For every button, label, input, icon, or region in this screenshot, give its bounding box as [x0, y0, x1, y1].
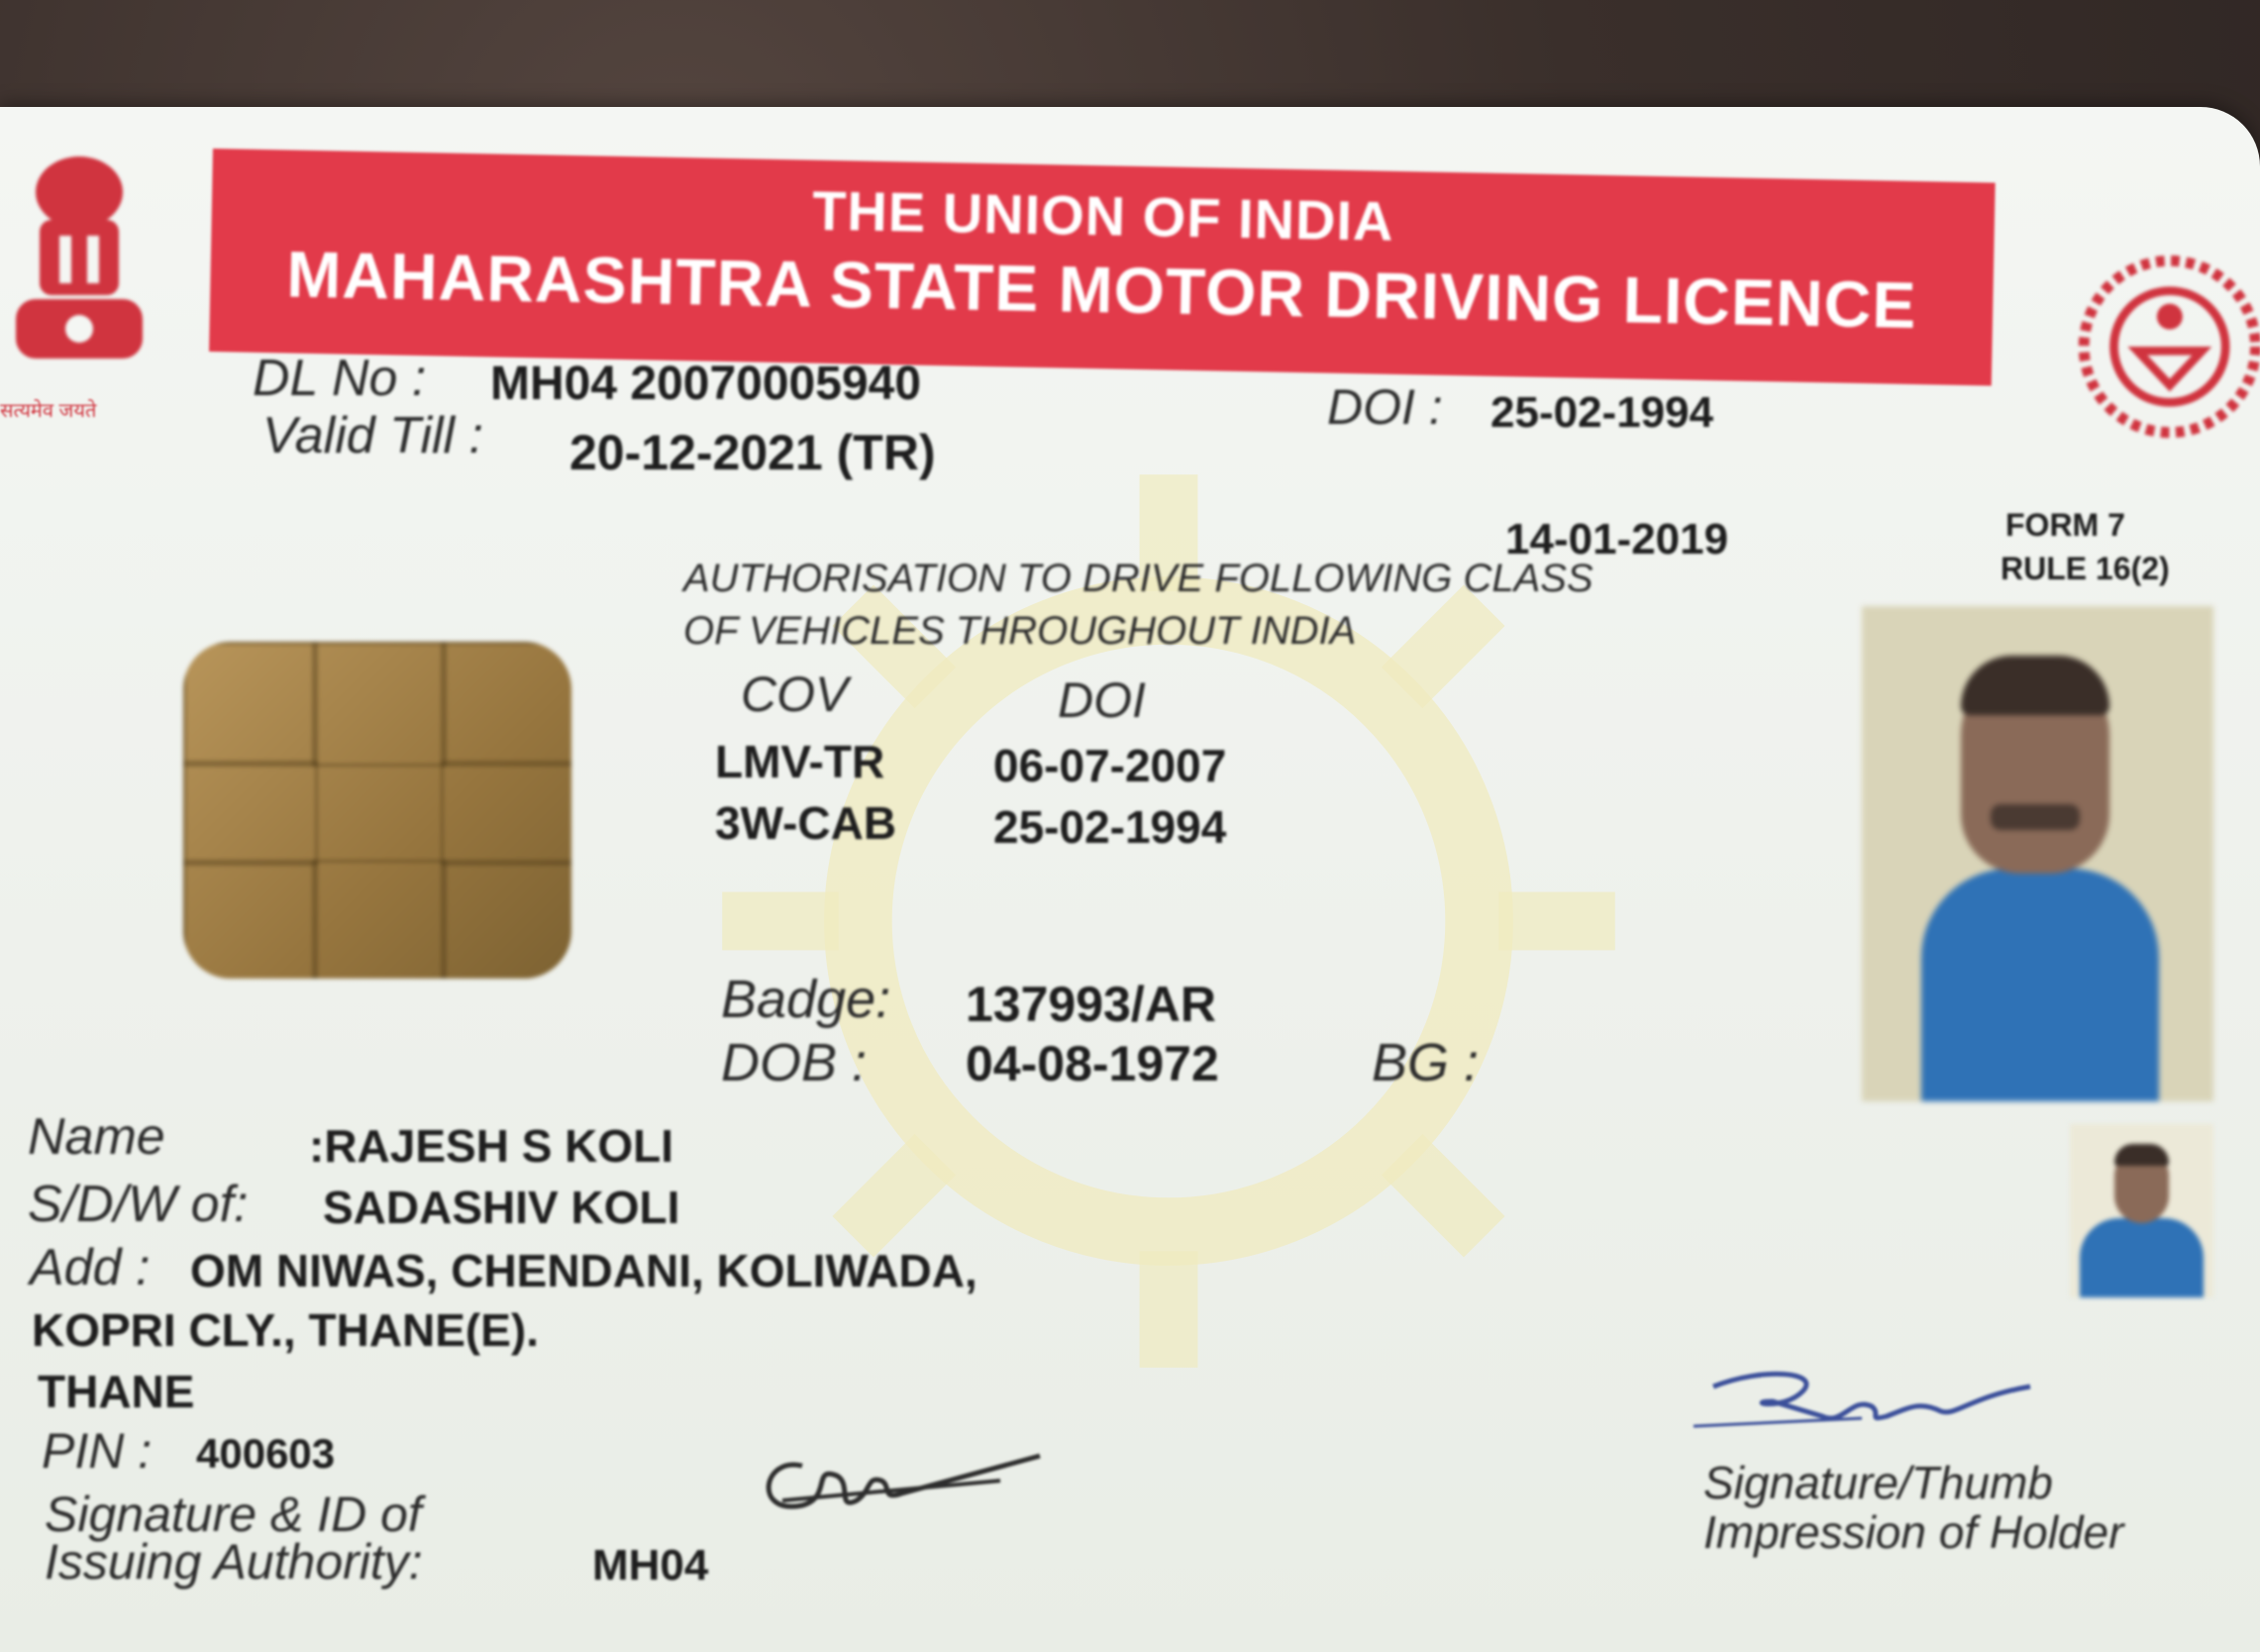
- form-number: FORM 7: [2005, 507, 2125, 543]
- name-value: :RAJESH S KOLI: [309, 1120, 674, 1172]
- banner-line1: THE UNION OF INDIA: [811, 178, 1395, 253]
- badge-value: 137993/AR: [966, 977, 1216, 1032]
- holder-signature: [1684, 1357, 2050, 1456]
- class-row-1-cov: LMV-TR: [715, 736, 885, 787]
- pin-label: PIN :: [42, 1423, 153, 1479]
- smart-card-chip: [183, 642, 571, 979]
- header-banner: [209, 149, 1996, 386]
- class-row-2-doi: 25-02-1994: [993, 801, 1227, 853]
- class-row-2-cov: 3W-CAB: [715, 797, 897, 849]
- sdw-value: SADASHIV KOLI: [323, 1182, 680, 1233]
- issuing-authority-label-1: Signature & ID of: [45, 1487, 422, 1542]
- holder-photo-small: [2070, 1124, 2213, 1297]
- address-line2: KOPRI CLY., THANE(E).: [32, 1304, 540, 1356]
- dl-no-value: MH04 20070005940: [490, 358, 922, 410]
- national-emblem-icon: [0, 149, 158, 376]
- blood-group-label: BG :: [1372, 1033, 1480, 1092]
- rto-seal-icon: [2050, 218, 2260, 475]
- authorisation-line1: AUTHORISATION TO DRIVE FOLLOWING CLASS: [683, 557, 1593, 600]
- cov-doi-header: DOI: [1058, 672, 1146, 728]
- banner-line2: MAHARASHTRA STATE MOTOR DRIVING LICENCE: [285, 237, 1918, 343]
- address-line1: OM NIWAS, CHENDANI, KOLIWADA,: [190, 1245, 977, 1296]
- pin-value: 400603: [196, 1430, 336, 1477]
- dob-value: 04-08-1972: [966, 1036, 1219, 1091]
- issuing-authority-label-2: Issuing Authority:: [45, 1534, 423, 1590]
- address-label: Add :: [30, 1239, 151, 1296]
- issuing-authority-id: MH04: [592, 1541, 709, 1590]
- holder-photo: [1862, 606, 2213, 1101]
- form-rule: RULE 16(2): [2001, 551, 2170, 586]
- issue-date: 14-01-2019: [1505, 515, 1729, 564]
- badge-label: Badge:: [721, 970, 891, 1029]
- address-line3: THANE: [38, 1366, 195, 1417]
- sdw-label: S/D/W of:: [28, 1176, 249, 1233]
- dob-label: DOB :: [721, 1033, 868, 1092]
- valid-till-value: 20-12-2021 (TR): [569, 425, 936, 480]
- dl-no-label: DL No :: [253, 350, 427, 407]
- class-row-1-doi: 06-07-2007: [993, 740, 1227, 791]
- doi-value: 25-02-1994: [1490, 388, 1714, 437]
- holder-signature-label-2: Impression of Holder: [1703, 1506, 2124, 1558]
- authorisation-line2: OF VEHICLES THROUGHOUT INDIA: [683, 609, 1357, 653]
- valid-till-label: Valid Till :: [262, 407, 484, 465]
- doi-label: DOI :: [1327, 379, 1443, 435]
- issuing-authority-signature: [743, 1426, 1050, 1535]
- holder-signature-label-1: Signature/Thumb: [1703, 1457, 2053, 1508]
- cov-header: COV: [741, 667, 849, 722]
- emblem-caption: सत्यमेव जयते: [0, 400, 97, 422]
- name-label: Name: [28, 1108, 165, 1166]
